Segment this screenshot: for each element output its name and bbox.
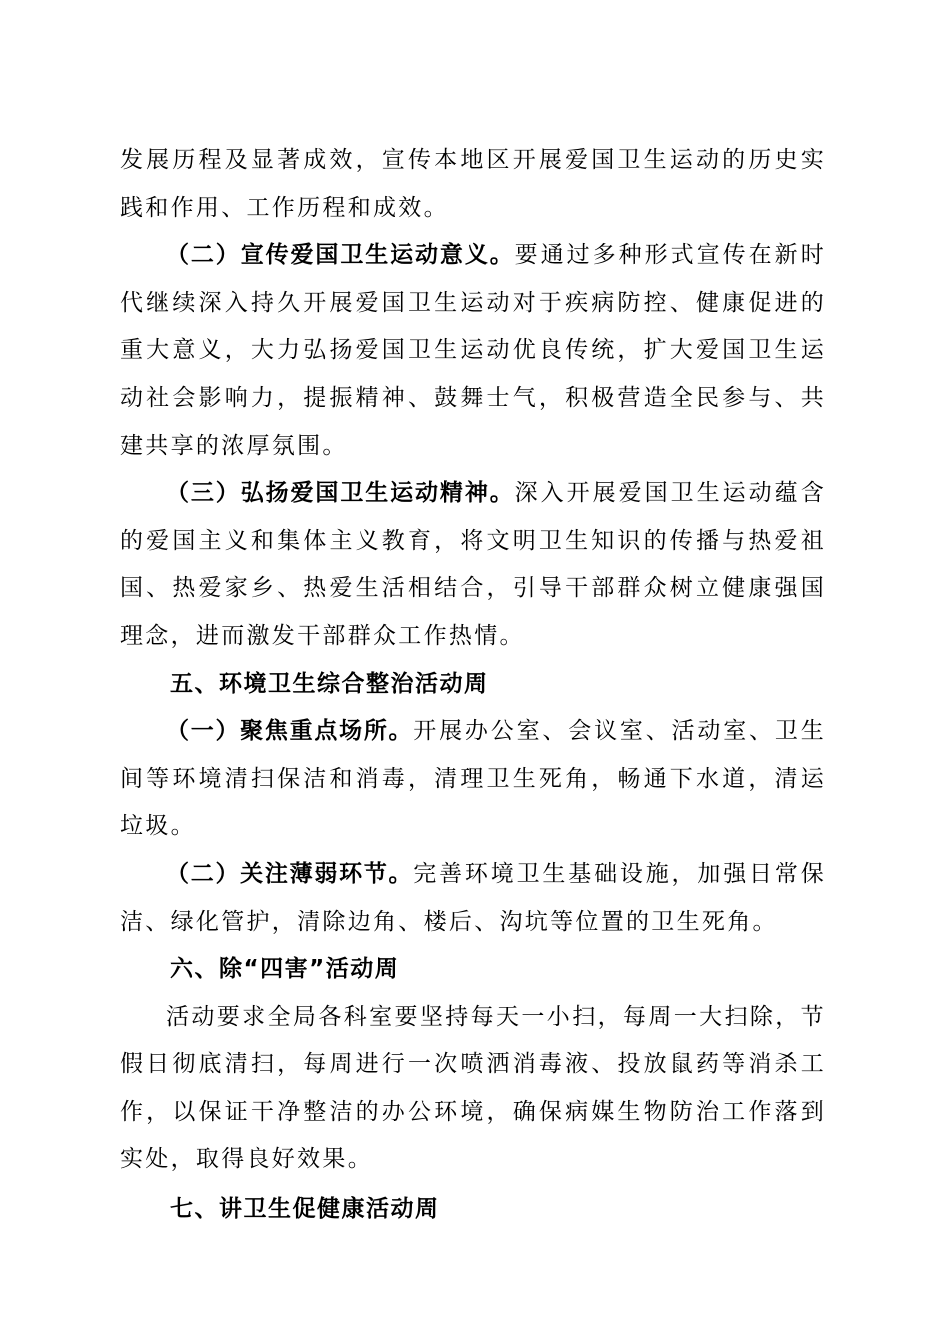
paragraph-text: 发展历程及显著成效，宣传本地区开展爱国卫生运动的历史实践和作用、工作历程和成效。: [120, 147, 826, 221]
paragraph-lead: （二）宣传爱国卫生运动意义。: [166, 242, 515, 269]
document-page: [120, 137, 826, 1234]
paragraph-lead: （二）关注薄弱环节。: [166, 860, 414, 887]
section-heading-five: 五、环境卫生综合整治活动周: [170, 670, 489, 697]
paragraph-continuation: [120, 137, 826, 232]
section-heading-six: 六、除“四害”活动周: [170, 956, 400, 983]
paragraph-promote-spirit: [120, 470, 826, 660]
paragraph-promote-significance: [120, 232, 826, 470]
paragraph-lead: （一）聚焦重点场所。: [166, 718, 414, 745]
paragraph-key-places: [120, 708, 826, 851]
paragraph-text: 活动要求全局各科室要坚持每天一小扫，每周一大扫除，节假日彻底清扫，每周进行一次喷洒消毒液、投放鼠药等消杀工作，以保证干净整洁的办公环境，确保病媒生物防治工作落到实处，取得良好效果。: [120, 1003, 826, 1173]
paragraph-text: 完善环境卫生基础设施，加强日常保洁、绿化管护，清除边角、楼后、沟坑等位置的卫生死角。: [120, 860, 826, 935]
paragraph-lead: （三）弘扬爱国卫生运动精神。: [166, 480, 515, 507]
paragraph-text: 要通过多种形式宣传在新时代继续深入持久开展爱国卫生运动对于疾病防控、健康促进的重大意义，大力弘扬爱国卫生运动优良传统，扩大爱国卫生运动社会影响力，提振精神、鼓舞士气，积极营造全民参与、共建共享的浓厚氛围。: [120, 242, 826, 459]
paragraph-activity-requirements: [120, 994, 826, 1184]
paragraph-text: 开展办公室、会议室、活动室、卫生间等环境清扫保洁和消毒，清理卫生死角，畅通下水道，清运垃圾。: [120, 718, 826, 840]
paragraph-text: 深入开展爱国卫生运动蕴含的爱国主义和集体主义教育，将文明卫生知识的传播与热爱祖国、热爱家乡、热爱生活相结合，引导干部群众树立健康强国理念，进而激发干部群众工作热情。: [120, 480, 826, 649]
paragraph-weak-links: [120, 851, 826, 946]
section-heading-seven: 七、讲卫生促健康活动周: [170, 1196, 440, 1223]
